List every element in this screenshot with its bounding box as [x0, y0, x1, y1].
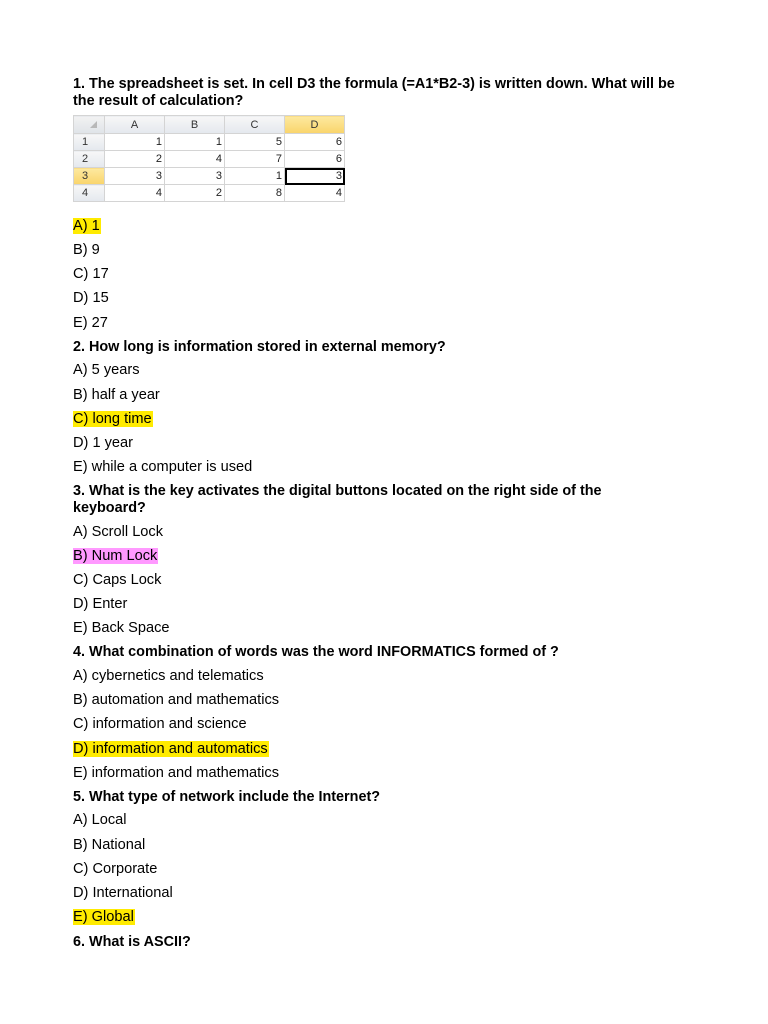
- cell-a1: 1: [105, 134, 165, 151]
- answer-5a: A) Local: [73, 812, 127, 828]
- spreadsheet-row: [74, 168, 345, 185]
- cell-b1: 1: [165, 134, 225, 151]
- answer-5e: [73, 909, 135, 926]
- question-2-text: 2. How long is information stored in external memory?: [73, 339, 446, 355]
- answer-3a: A) Scroll Lock: [73, 524, 164, 540]
- answer-1b: B) 9: [73, 242, 100, 258]
- column-header-a: A: [105, 116, 165, 134]
- answer-1e: E) 27: [73, 315, 108, 331]
- question-5: [73, 789, 693, 806]
- row-header-1: 1: [74, 134, 105, 151]
- answer-3d: D) Enter: [73, 596, 128, 612]
- cell-c2: 7: [225, 151, 285, 168]
- row-header-4: 4: [74, 185, 105, 202]
- answer-text-highlighted: D) information and automatics: [73, 741, 268, 757]
- cell-d1: 6: [285, 134, 345, 151]
- cell-b3: 3: [165, 168, 225, 185]
- answer-1c: C) 17: [73, 266, 109, 282]
- question-6-text: 6. What is ASCII?: [73, 934, 191, 950]
- question-5-text: 5. What type of network include the Internet?: [73, 789, 381, 805]
- cell-a4: 4: [105, 185, 165, 202]
- answer-5c: C) Corporate: [73, 861, 158, 877]
- cell-a2: 2: [105, 151, 165, 168]
- answer-2c: [73, 411, 153, 428]
- answer-2b: B) half a year: [73, 387, 160, 403]
- question-1-text: 1. The spreadsheet is set. In cell D3 the formula (=A1*B2-3) is written down. What will be the result of calculation?: [73, 76, 675, 109]
- cell-b4: 2: [165, 185, 225, 202]
- question-2: [73, 339, 693, 356]
- question-3: [73, 483, 673, 516]
- column-header-c: C: [225, 116, 285, 134]
- spreadsheet-row: [74, 185, 345, 202]
- select-all-corner: [74, 116, 105, 134]
- answer-1a: [73, 218, 101, 235]
- column-header-d: D: [285, 116, 345, 134]
- answer-5d: D) International: [73, 885, 173, 901]
- row-header-3: 3: [74, 168, 105, 185]
- question-1: [73, 76, 693, 109]
- answer-2d: D) 1 year: [73, 435, 134, 451]
- question-4: [73, 644, 693, 661]
- cell-a3: 3: [105, 168, 165, 185]
- spreadsheet-image: [73, 115, 345, 202]
- cell-b2: 4: [165, 151, 225, 168]
- answer-4d: [73, 741, 269, 758]
- answer-2a: A) 5 years: [73, 362, 140, 378]
- answer-3e: E) Back Space: [73, 620, 170, 636]
- cell-c1: 5: [225, 134, 285, 151]
- question-4-text: 4. What combination of words was the word INFORMATICS formed of ?: [73, 644, 559, 660]
- question-3-text: 3. What is the key activates the digital buttons located on the right side of the keyboard?: [73, 483, 602, 516]
- cell-d4: 4: [285, 185, 345, 202]
- column-header-b: B: [165, 116, 225, 134]
- answer-2e: E) while a computer is used: [73, 459, 253, 475]
- answer-3b: [73, 548, 158, 565]
- cell-c4: 8: [225, 185, 285, 202]
- answer-4c: C) information and science: [73, 716, 247, 732]
- spreadsheet-row: [74, 151, 345, 168]
- answer-text-highlighted: B) Num Lock: [73, 548, 158, 564]
- answer-4a: A) cybernetics and telematics: [73, 668, 264, 684]
- answer-5b: B) National: [73, 837, 146, 853]
- cell-c3: 1: [225, 168, 285, 185]
- answer-4e: E) information and mathematics: [73, 765, 280, 781]
- answer-4b: B) automation and mathematics: [73, 692, 280, 708]
- answer-1d: D) 15: [73, 290, 109, 306]
- spreadsheet-row: [74, 134, 345, 151]
- question-6: [73, 934, 693, 951]
- cell-d3-active: 3: [285, 168, 345, 185]
- cell-d2: 6: [285, 151, 345, 168]
- spreadsheet-header-row: [74, 116, 345, 134]
- answer-text-highlighted: C) long time: [73, 411, 152, 427]
- answer-text-highlighted: A) 1: [73, 218, 100, 234]
- row-header-2: 2: [74, 151, 105, 168]
- answer-text-highlighted: E) Global: [73, 909, 134, 925]
- answer-3c: C) Caps Lock: [73, 572, 162, 588]
